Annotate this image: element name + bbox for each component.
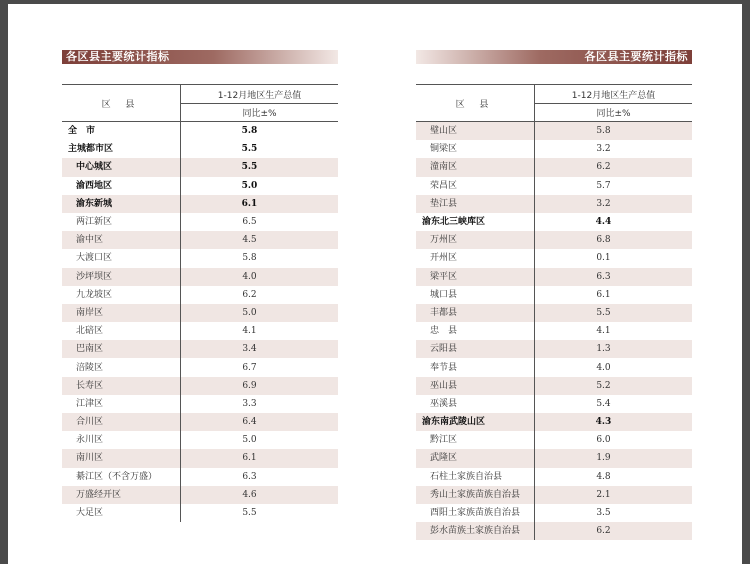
table-row bbox=[416, 195, 692, 213]
growth-value-cell: 4.0 bbox=[596, 362, 611, 373]
growth-value-cell: 5.8 bbox=[241, 126, 258, 137]
region-name-cell: 渝西地区 bbox=[62, 177, 181, 195]
region-name-cell: 万盛经开区 bbox=[62, 486, 181, 504]
growth-value-cell: 4.8 bbox=[596, 471, 611, 482]
table-row bbox=[62, 504, 338, 522]
table-row bbox=[416, 522, 692, 540]
table-row bbox=[416, 304, 692, 322]
region-name-cell: 渝东南武陵山区 bbox=[416, 413, 535, 431]
growth-value-cell: 3.3 bbox=[242, 398, 257, 409]
region-name-cell: 渝东新城 bbox=[62, 195, 181, 213]
region-name-cell: 巫溪县 bbox=[416, 395, 535, 413]
growth-value-cell: 4.4 bbox=[595, 217, 612, 228]
right-stats-table bbox=[416, 84, 692, 540]
right-section-title: 各区县主要统计指标 bbox=[416, 50, 692, 64]
yoy-subheader: 同比±% bbox=[535, 104, 693, 122]
yoy-subheader: 同比±% bbox=[181, 104, 339, 122]
region-name-cell: 大足区 bbox=[62, 504, 181, 522]
growth-value-cell: 6.1 bbox=[596, 289, 611, 300]
region-name-cell: 九龙坡区 bbox=[62, 286, 181, 304]
region-name-cell: 丰都县 bbox=[416, 304, 535, 322]
region-name-cell: 秀山土家族苗族自治县 bbox=[416, 486, 535, 504]
growth-value-cell: 3.4 bbox=[181, 340, 339, 358]
growth-value-cell: 6.2 bbox=[242, 289, 257, 300]
left-table-body bbox=[62, 122, 338, 523]
growth-value-cell: 5.0 bbox=[181, 304, 339, 322]
left-stats-table bbox=[62, 84, 338, 522]
table-row bbox=[416, 358, 692, 376]
growth-value-cell: 5.5 bbox=[241, 144, 258, 155]
region-column-header: 区 县 bbox=[62, 85, 181, 122]
table-row bbox=[416, 504, 692, 522]
growth-value-cell: 5.5 bbox=[181, 158, 339, 176]
region-name-cell: 铜梁区 bbox=[416, 140, 535, 158]
region-name-cell: 城口县 bbox=[416, 286, 535, 304]
growth-value-cell: 3.5 bbox=[596, 508, 611, 519]
table-row bbox=[62, 340, 338, 358]
table-row bbox=[416, 158, 692, 176]
indicator-column-header: 1-12月地区生产总值 bbox=[181, 85, 339, 104]
growth-value-cell: 5.4 bbox=[596, 398, 611, 409]
region-name-cell: 武隆区 bbox=[416, 449, 535, 467]
growth-value-cell: 5.7 bbox=[596, 180, 611, 191]
table-row bbox=[416, 213, 692, 231]
region-name-cell: 南岸区 bbox=[62, 304, 181, 322]
growth-value-cell: 6.3 bbox=[242, 471, 257, 482]
region-name-cell: 永川区 bbox=[62, 431, 181, 449]
region-name-cell: 渝中区 bbox=[62, 231, 181, 249]
table-row bbox=[62, 122, 338, 141]
table-row bbox=[416, 122, 692, 141]
table-row bbox=[416, 413, 692, 431]
region-name-cell: 忠 县 bbox=[416, 322, 535, 340]
growth-value-cell: 5.8 bbox=[535, 122, 693, 141]
region-column-header: 区 县 bbox=[416, 85, 535, 122]
growth-value-cell: 0.1 bbox=[596, 253, 611, 264]
growth-value-cell: 6.5 bbox=[242, 217, 257, 228]
growth-value-cell: 6.8 bbox=[535, 231, 693, 249]
growth-value-cell: 5.5 bbox=[242, 508, 257, 519]
region-name-cell: 荣昌区 bbox=[416, 177, 535, 195]
region-name-cell: 綦江区（不含万盛） bbox=[62, 468, 181, 486]
table-row bbox=[62, 358, 338, 376]
table-row bbox=[62, 449, 338, 467]
growth-value-cell: 1.3 bbox=[535, 340, 693, 358]
growth-value-cell: 5.0 bbox=[241, 180, 258, 191]
region-name-cell: 石柱土家族自治县 bbox=[416, 468, 535, 486]
growth-value-cell: 4.3 bbox=[535, 413, 693, 431]
table-row bbox=[416, 395, 692, 413]
growth-value-cell: 6.9 bbox=[181, 377, 339, 395]
region-name-cell: 彭水苗族土家族自治县 bbox=[416, 522, 535, 540]
table-row bbox=[416, 340, 692, 358]
growth-value-cell: 6.0 bbox=[596, 435, 611, 446]
table-row bbox=[416, 322, 692, 340]
region-name-cell: 开州区 bbox=[416, 249, 535, 267]
region-name-cell: 中心城区 bbox=[62, 158, 181, 176]
region-name-cell: 潼南区 bbox=[416, 158, 535, 176]
region-name-cell: 两江新区 bbox=[62, 213, 181, 231]
growth-value-cell: 6.3 bbox=[535, 268, 693, 286]
table-row bbox=[62, 213, 338, 231]
table-row bbox=[416, 268, 692, 286]
table-row bbox=[62, 322, 338, 340]
growth-value-cell: 4.1 bbox=[596, 326, 611, 337]
left-section-title: 各区县主要统计指标 bbox=[62, 50, 338, 64]
growth-value-cell: 6.2 bbox=[535, 158, 693, 176]
table-row bbox=[62, 231, 338, 249]
region-name-cell: 全 市 bbox=[62, 122, 181, 141]
table-row bbox=[62, 377, 338, 395]
growth-value-cell: 5.2 bbox=[535, 377, 693, 395]
region-name-cell: 万州区 bbox=[416, 231, 535, 249]
table-row bbox=[416, 468, 692, 486]
region-name-cell: 大渡口区 bbox=[62, 249, 181, 267]
growth-value-cell: 6.2 bbox=[535, 522, 693, 540]
region-name-cell: 沙坪坝区 bbox=[62, 268, 181, 286]
region-name-cell: 长寿区 bbox=[62, 377, 181, 395]
page-sheet bbox=[8, 4, 742, 564]
region-name-cell: 合川区 bbox=[62, 413, 181, 431]
region-name-cell: 主城都市区 bbox=[62, 140, 181, 158]
table-row bbox=[416, 377, 692, 395]
table-row bbox=[416, 231, 692, 249]
region-name-cell: 璧山区 bbox=[416, 122, 535, 141]
table-row bbox=[62, 304, 338, 322]
table-row bbox=[62, 431, 338, 449]
region-name-cell: 黔江区 bbox=[416, 431, 535, 449]
region-name-cell: 巴南区 bbox=[62, 340, 181, 358]
growth-value-cell: 4.5 bbox=[181, 231, 339, 249]
growth-value-cell: 1.9 bbox=[535, 449, 693, 467]
left-panel bbox=[62, 50, 338, 522]
table-row bbox=[416, 449, 692, 467]
region-name-cell: 涪陵区 bbox=[62, 358, 181, 376]
indicator-column-header: 1-12月地区生产总值 bbox=[535, 85, 693, 104]
table-row bbox=[62, 395, 338, 413]
growth-value-cell: 4.0 bbox=[181, 268, 339, 286]
growth-value-cell: 3.2 bbox=[535, 195, 693, 213]
growth-value-cell: 5.0 bbox=[242, 435, 257, 446]
table-row bbox=[62, 158, 338, 176]
table-row bbox=[62, 140, 338, 158]
growth-value-cell: 2.1 bbox=[535, 486, 693, 504]
table-row bbox=[62, 486, 338, 504]
region-name-cell: 奉节县 bbox=[416, 358, 535, 376]
right-panel bbox=[416, 50, 692, 540]
table-row bbox=[416, 431, 692, 449]
table-row bbox=[62, 268, 338, 286]
growth-value-cell: 4.1 bbox=[242, 326, 257, 337]
growth-value-cell: 6.1 bbox=[181, 449, 339, 467]
table-row bbox=[62, 177, 338, 195]
table-row bbox=[416, 286, 692, 304]
growth-value-cell: 5.5 bbox=[535, 304, 693, 322]
table-row bbox=[416, 140, 692, 158]
table-row bbox=[62, 195, 338, 213]
growth-value-cell: 5.8 bbox=[242, 253, 257, 264]
table-row bbox=[416, 249, 692, 267]
growth-value-cell: 4.6 bbox=[181, 486, 339, 504]
region-name-cell: 垫江县 bbox=[416, 195, 535, 213]
region-name-cell: 江津区 bbox=[62, 395, 181, 413]
region-name-cell: 北碚区 bbox=[62, 322, 181, 340]
table-row bbox=[62, 286, 338, 304]
region-name-cell: 梁平区 bbox=[416, 268, 535, 286]
table-row bbox=[62, 413, 338, 431]
table-row bbox=[62, 468, 338, 486]
region-name-cell: 云阳县 bbox=[416, 340, 535, 358]
growth-value-cell: 6.4 bbox=[181, 413, 339, 431]
region-name-cell: 酉阳土家族苗族自治县 bbox=[416, 504, 535, 522]
table-row bbox=[416, 177, 692, 195]
table-row bbox=[62, 249, 338, 267]
growth-value-cell: 6.7 bbox=[242, 362, 257, 373]
region-name-cell: 南川区 bbox=[62, 449, 181, 467]
region-name-cell: 巫山县 bbox=[416, 377, 535, 395]
region-name-cell: 渝东北三峡库区 bbox=[416, 213, 535, 231]
growth-value-cell: 3.2 bbox=[596, 144, 611, 155]
right-table-body bbox=[416, 122, 692, 541]
table-row bbox=[416, 486, 692, 504]
growth-value-cell: 6.1 bbox=[181, 195, 339, 213]
